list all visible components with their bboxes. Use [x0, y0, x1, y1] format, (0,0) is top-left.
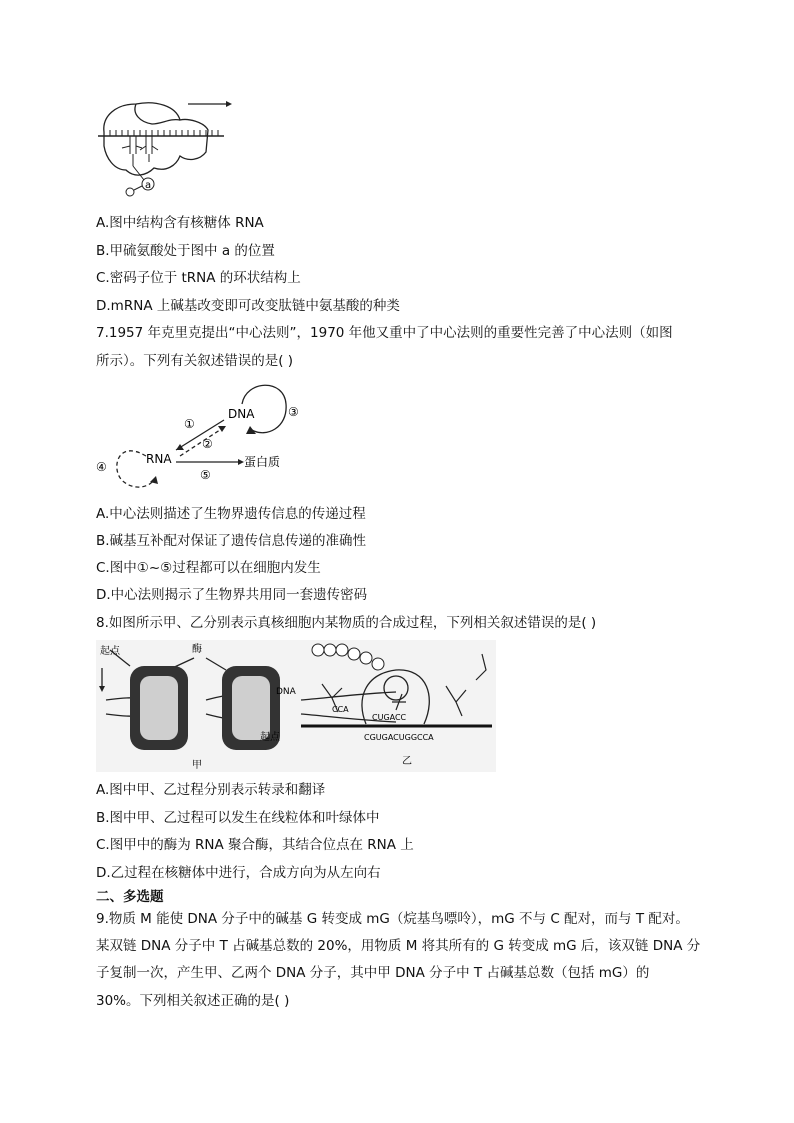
q9-line1: 9.物质 M 能使 DNA 分子中的碱基 G 转变成 mG（烷基鸟嘌呤），mG 不与 C 配对，而与 T 配对。: [96, 911, 689, 927]
label-process-3: ③: [288, 405, 299, 419]
ribosome-drawing: [104, 103, 208, 175]
label-dna: DNA: [228, 407, 255, 421]
label-yi: 乙: [402, 756, 412, 767]
label-anticodon: CUGACC: [372, 713, 407, 722]
q7-option-b: B.碱基互补配对保证了遗传信息传递的准确性: [96, 533, 367, 549]
label-protein: 蛋白质: [244, 455, 281, 469]
q6-option-a: A.图中结构含有核糖体 RNA: [96, 215, 264, 231]
label-process-4: ④: [96, 460, 107, 474]
q7-option-a: A.中心法则描述了生物界遗传信息的传递过程: [96, 506, 366, 522]
label-cca: CCA: [332, 705, 349, 714]
q9-line2: 某双链 DNA 分子中 T 占碱基总数的 20%，用物质 M 将其所有的 G 转变成 mG 后，该双链 DNA 分: [96, 938, 701, 954]
q9-line4: 30%。下列相关叙述正确的是( ): [96, 993, 290, 1009]
q7-option-c: C.图中①~⑤过程都可以在细胞内发生: [96, 560, 321, 576]
q6-option-d: D.mRNA 上碱基改变即可改变肽链中氨基酸的种类: [96, 298, 400, 314]
label-mrna: CGUGACUGGCCA: [364, 733, 434, 742]
transcription-translation-figure: [96, 640, 496, 772]
label-enzyme: 酶: [192, 644, 202, 655]
label-dna-jia: DNA: [276, 687, 296, 697]
section2-heading: 二、多选题: [96, 889, 164, 905]
q8-option-d: D.乙过程在核糖体中进行，合成方向为从左向右: [96, 865, 381, 881]
label-rna: RNA: [146, 452, 172, 466]
label-a: a: [145, 180, 152, 191]
q7-stem-line1: 7.1957 年克里克提出“中心法则”，1970 年他又重中了中心法则的重要性完善了中心法则（如图: [96, 325, 673, 341]
label-process-5: ⑤: [200, 468, 211, 482]
q7-option-d: D.中心法则揭示了生物界共用同一套遗传密码: [96, 587, 368, 603]
q9-line3: 子复制一次，产生甲、乙两个 DNA 分子，其中甲 DNA 分子中 T 占碱基总数（包括 mG）的: [96, 965, 650, 981]
q8-option-a: A.图中甲、乙过程分别表示转录和翻译: [96, 782, 326, 798]
q6-option-b: B.甲硫氨酸处于图中 a 的位置: [96, 243, 275, 259]
label-jia: 甲: [192, 760, 202, 771]
trna-molecules: [122, 136, 158, 166]
label-start-top: 起点: [100, 646, 120, 657]
amino-acid-chain-bead: [126, 188, 134, 196]
label-process-2: ②: [202, 437, 213, 451]
q7-stem-line2: 所示）。下列有关叙述错误的是( ): [96, 353, 294, 369]
q8-option-c: C.图甲中的酶为 RNA 聚合酶，其结合位点在 RNA 上: [96, 837, 414, 853]
label-process-1: ①: [184, 417, 195, 431]
central-dogma-figure: [96, 376, 316, 500]
mrna-bases: [104, 130, 218, 136]
q8-option-b: B.图中甲、乙过程可以发生在线粒体和叶绿体中: [96, 810, 380, 826]
label-start-bottom: 起点: [260, 732, 280, 743]
ribosome-translation-figure: [96, 96, 236, 204]
q8-stem: 8.如图所示甲、乙分别表示真核细胞内某物质的合成过程，下列相关叙述错误的是( ): [96, 615, 597, 631]
q6-option-c: C.密码子位于 tRNA 的环状结构上: [96, 270, 301, 286]
